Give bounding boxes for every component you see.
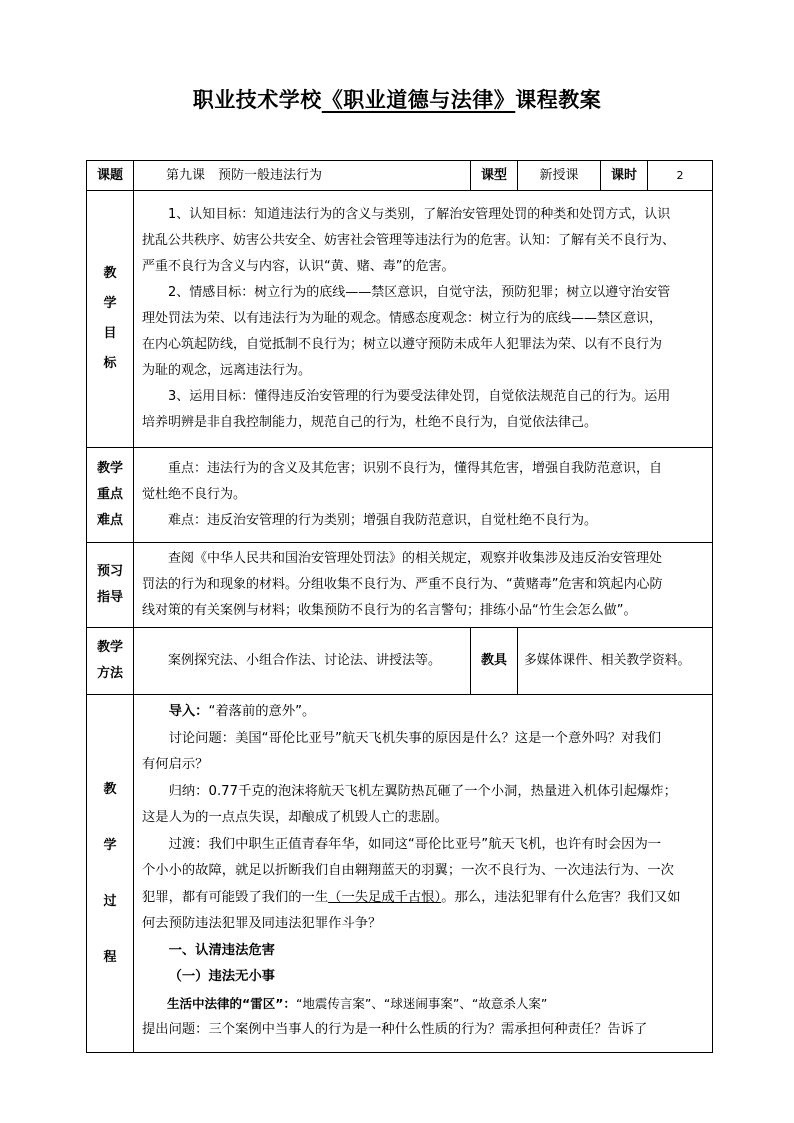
lesson-plan-table <box>86 160 713 1053</box>
process-line: 有何启示？ <box>142 757 209 772</box>
methods-row <box>87 628 713 695</box>
process-line-part: 犯罪，都有可能毁了我们的一生 <box>142 889 329 905</box>
process-line-part: 。那么，违法犯罪有什么危害？我们又如 <box>441 889 681 905</box>
process-label <box>87 695 134 1053</box>
process-intro-label: 导入： <box>168 704 209 719</box>
title-suffix: 课程教案 <box>515 88 602 112</box>
key-points-row <box>87 448 713 543</box>
process-line: 个小小的故障，就足以折断我们自由翱翔蓝天的羽翼；一次不良行为、一次违法行为、一次 <box>142 863 674 878</box>
legal-minefield-cases: “地震传言案”、“球迷闹事案”、“故意杀人案” <box>295 995 548 1011</box>
process-underlined-phrase: （一失足成千古恨） <box>328 889 442 905</box>
objectives-label-char: 学 <box>103 296 117 311</box>
process-label-char: 过 <box>103 893 117 909</box>
objectives-label-char: 标 <box>103 356 117 371</box>
process-line: 过渡：我们中职生正值青春年华，如同这“哥伦比亚号”航天飞机，也许有时会因为一 <box>168 836 662 852</box>
preview-label-line: 预习 <box>96 564 123 579</box>
process-line: 归纳：0.77千克的泡沫将航天飞机左翼防热瓦砸了一个小洞，热量进入机体引起爆炸； <box>168 783 677 799</box>
objectives-label-char: 教 <box>103 266 117 281</box>
preview-line: 线对策的有关案例与材料；收集预防不良行为的名言警句；排练小品“竹生会怎么做”。 <box>142 603 637 618</box>
process-label-char: 教 <box>103 781 117 797</box>
process-line <box>142 885 705 912</box>
objectives-content <box>134 191 713 448</box>
objectives-line: 扰乱公共秩序、妨害公共安全、妨害社会管理等违法行为的危害。认知：了解有关不良行为、 <box>142 233 676 248</box>
title-prefix: 职业技术学校 <box>192 88 322 112</box>
preview-label <box>87 543 134 628</box>
process-row <box>87 695 713 1053</box>
topic-label: 课题 <box>87 161 134 191</box>
page-title <box>0 84 794 114</box>
preview-row <box>87 543 713 628</box>
key-points-line: 重点：违法行为的含义及其危害；识别不良行为，懂得其危害，增强自我防范意识，自 <box>168 461 663 476</box>
type-label: 课型 <box>471 161 518 191</box>
process-label-char: 学 <box>103 837 117 853</box>
objectives-line: 理处罚法为荣、以有违法行为为耻的观念。情感态度观念：树立行为的底线——禁区意识， <box>142 311 663 326</box>
tools-value: 多媒体课件、相关教学资料。 <box>518 628 713 695</box>
key-points-content <box>134 448 713 543</box>
objectives-line: 3、运用目标：懂得违反治安管理的行为要受法律处罚，自觉依法规范自己的行为。运用 <box>168 389 671 404</box>
objectives-line: 在内心筑起防线，自觉抵制不良行为；树立以遵守预防未成年人犯罪法为荣、以有不良行为 <box>142 337 663 352</box>
methods-label <box>87 628 134 695</box>
process-line: 讨论问题：美国“哥伦比亚号”航天飞机失事的原因是什么？这是一个意外吗？对我们 <box>168 730 662 746</box>
key-points-label-line: 教学 <box>96 461 123 476</box>
section-heading-2: （一）违法无小事 <box>168 969 275 984</box>
title-course-name: 《职业道德与法律》 <box>321 88 516 112</box>
objectives-line: 1、认知目标：知道违法行为的含义与类别，了解治安管理处罚的种类和处罚方式，认识 <box>168 207 671 222</box>
topic-row <box>87 161 713 191</box>
objectives-line: 培养明辨是非自我控制能力，规范自己的行为，杜绝不良行为，自觉依法律己。 <box>142 415 598 430</box>
type-value: 新授课 <box>518 161 601 191</box>
key-points-label-line: 重点 <box>96 487 123 502</box>
methods-label-line: 方法 <box>96 666 123 681</box>
objectives-label-char: 目 <box>103 326 117 341</box>
key-points-line: 觉杜绝不良行为。 <box>142 487 247 502</box>
tools-label: 教具 <box>471 628 518 695</box>
objectives-line: 严重不良行为含义与内容，认识“黄、赌、毒”的危害。 <box>142 259 455 274</box>
process-intro-value: “着落前的意外”。 <box>208 704 316 719</box>
methods-text: 案例探究法、小组合作法、讨论法、讲授法等。 <box>168 653 442 668</box>
process-content <box>134 695 713 1053</box>
methods-value <box>134 628 471 695</box>
key-points-label-line: 难点 <box>96 513 123 528</box>
process-label-char: 程 <box>103 949 117 965</box>
process-line: 何去预防违法犯罪及同违法犯罪作斗争？ <box>142 916 382 931</box>
topic-value: 第九课 预防一般违法行为 <box>134 161 471 191</box>
process-line: 这是人为的一点点失误，却酿成了机毁人亡的悲剧。 <box>142 810 448 825</box>
process-line: 提出问题：三个案例中当事人的行为是一种什么性质的行为？需承担何种责任？告诉了 <box>142 1022 648 1037</box>
preview-line: 查阅《中华人民共和国治安管理处罚法》的相关规定，观察并收集涉及违反治安管理处 <box>168 551 663 566</box>
objectives-line: 2、情感目标：树立行为的底线——禁区意识，自觉守法，预防犯罪；树立以遵守治安管 <box>168 285 671 300</box>
key-points-label <box>87 448 134 543</box>
hours-value: 2 <box>648 161 713 191</box>
legal-minefield-label: 生活中法律的“雷区”： <box>167 995 296 1011</box>
key-points-line: 难点：违反治安管理的行为类别；增强自我防范意识，自觉杜绝不良行为。 <box>168 513 598 528</box>
section-heading-1: 一、认清违法危害 <box>168 942 275 958</box>
process-intro <box>142 699 705 726</box>
preview-content <box>134 543 713 628</box>
objectives-label <box>87 191 134 448</box>
methods-label-line: 教学 <box>96 640 123 655</box>
objectives-row <box>87 191 713 448</box>
preview-line: 罚法的行为和现象的材料。分组收集不良行为、严重不良行为、“黄赌毒”危害和筑起内心防 <box>142 577 663 592</box>
legal-minefield-line <box>142 991 705 1018</box>
objectives-line: 为耻的观念，远离违法行为。 <box>142 363 312 378</box>
hours-label: 课时 <box>601 161 648 191</box>
preview-label-line: 指导 <box>96 590 123 605</box>
